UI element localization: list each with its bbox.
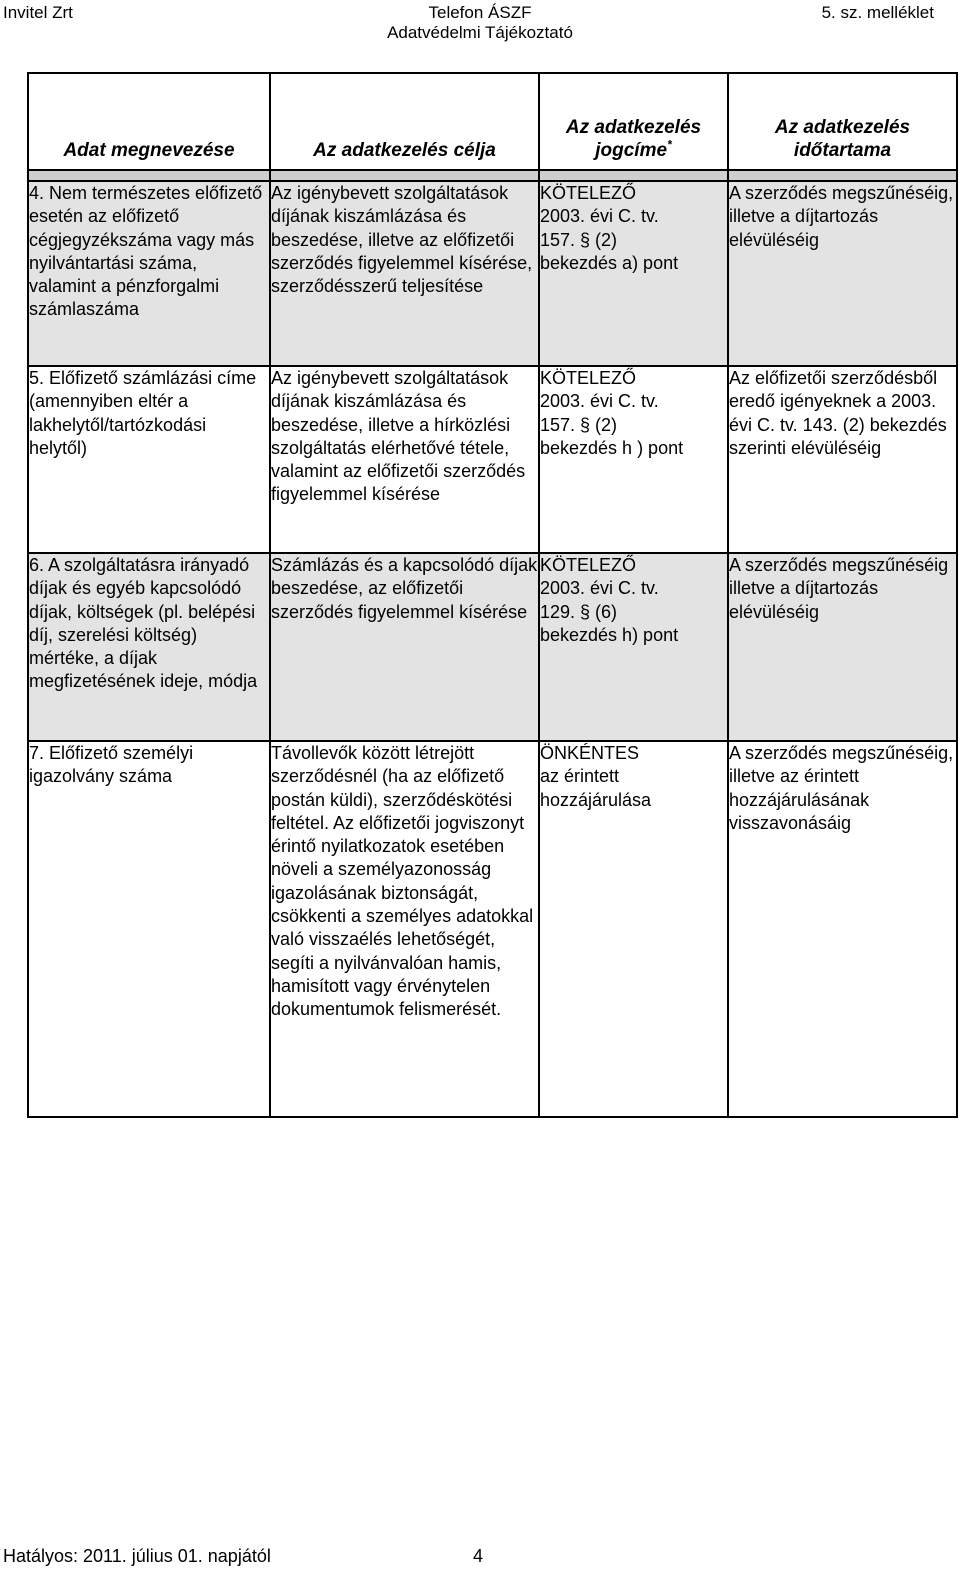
column-header-legal-basis — [539, 73, 728, 170]
cell-purpose: Az igénybevett szolgáltatások díjának kiszámlázása és beszedése, illetve a hírközlési szolgáltatás elérhetővé tétele, valamint az előfizetői szerződés figyelemmel kísérése — [270, 366, 539, 553]
cell-data-name: 6. A szolgáltatásra irányadó díjak és egyéb kapcsolódó díjak, költségek (pl. belépési díj, szerelési költség) mértéke, a díjak megfizetésének ideje, módja — [28, 553, 270, 741]
cell-duration: A szerződés megszűnéséig, illetve az érintett hozzájárulásának visszavonásáig — [728, 741, 957, 1117]
data-processing-table — [27, 72, 958, 1118]
cell-legal-basis: ÖNKÉNTES az érintett hozzájárulása — [539, 741, 728, 1117]
table-row — [28, 741, 957, 1117]
header-title-line2: Adatvédelmi Tájékoztató — [387, 23, 573, 42]
cell-purpose: Távollevők között létrejött szerződésnél (ha az előfizető postán küldi), szerződéskötési feltétel. Az előfizetői jogviszonyt érintő nyilatkozatok esetében növeli a személyazonosság igazolásának biztonságát, csökkenti a személyes adatokkal való visszaélés lehetőségét, segíti a nyilvánvalóan hamis, hamisított vagy érvénytelen dokumentumok felismerését. — [270, 741, 539, 1117]
header-title — [330, 3, 630, 43]
header-company: Invitel Zrt — [3, 3, 73, 22]
cell-legal-basis: KÖTELEZŐ 2003. évi C. tv. 157. § (2) bekezdés h ) pont — [539, 366, 728, 553]
cell-legal-basis: KÖTELEZŐ 2003. évi C. tv. 129. § (6) bekezdés h) pont — [539, 553, 728, 741]
column-header-purpose: Az adatkezelés célja — [270, 73, 539, 170]
cell-purpose: Számlázás és a kapcsolódó díjak beszedése, az előfizetői szerződés figyelemmel kísérése — [270, 553, 539, 741]
table-row — [28, 366, 957, 553]
header-annex: 5. sz. melléklet — [821, 3, 934, 22]
cell-legal-basis: KÖTELEZŐ 2003. évi C. tv. 157. § (2) bekezdés a) pont — [539, 181, 728, 366]
footnote-marker: * — [667, 137, 672, 152]
cell-purpose: Az igénybevett szolgáltatások díjának kiszámlázása és beszedése, illetve az előfizetői szerződés figyelemmel kísérése, szerződésszerű teljesítése — [270, 181, 539, 366]
cell-data-name: 5. Előfizető számlázási címe (amennyiben eltér a lakhelytől/tartózkodási helytől) — [28, 366, 270, 553]
cell-data-name: 4. Nem természetes előfizető esetén az előfizető cégjegyzékszáma vagy más nyilvántartási száma, valamint a pénzforgalmi számlaszáma — [28, 181, 270, 366]
cell-data-name: 7. Előfizető személyi igazolvány száma — [28, 741, 270, 1117]
table-header-row — [28, 73, 957, 170]
column-header-legal-basis-text: Az adatkezelés jogcíme — [565, 117, 702, 161]
cell-duration: A szerződés megszűnéséig illetve a díjtartozás elévüléséig — [728, 553, 957, 741]
column-header-data-name: Adat megnevezése — [28, 73, 270, 170]
cell-duration: A szerződés megszűnéséig, illetve a díjtartozás elévüléséig — [728, 181, 957, 366]
cell-duration: Az előfizetői szerződésből eredő igényeknek a 2003. évi C. tv. 143. (2) bekezdés szerinti elévüléséig — [728, 366, 957, 553]
table-row — [28, 553, 957, 741]
footer-page-number: 4 — [473, 1546, 484, 1566]
column-header-duration: Az adatkezelés időtartama — [728, 73, 957, 170]
footer-effective-date: Hatályos: 2011. július 01. napjától — [3, 1546, 271, 1566]
header-title-line1: Telefon ÁSZF — [428, 3, 532, 22]
table-row — [28, 181, 957, 366]
header-separator-row — [28, 170, 957, 181]
